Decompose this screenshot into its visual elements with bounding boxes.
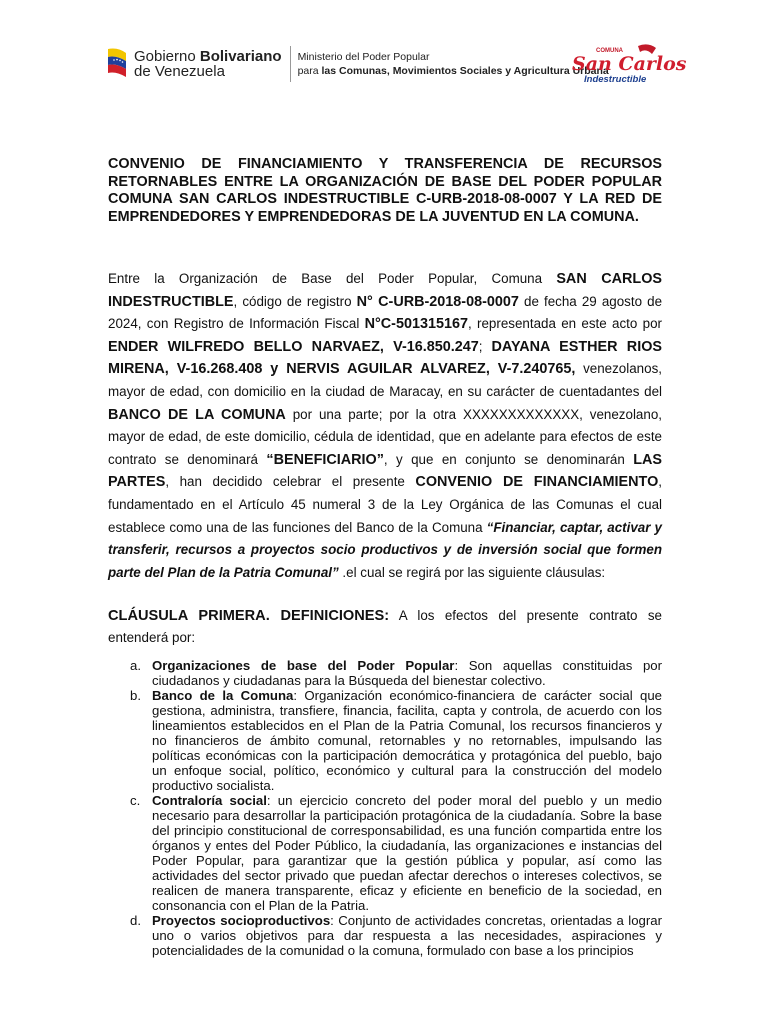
para-seg-15: , y que en conjunto se denominarán	[383, 451, 634, 467]
parties-term: LAS PARTES	[108, 451, 662, 491]
definition-text: : un ejercicio concreto del poder moral del pueblo y un medio necesario para desarrollar la participación protagónica de la ciudadanía. Sobre la base del principio constitucional de corresponsabilidad, es una función compartida entre los órganos y entes del Poder Público, la ciudadanía, las organizaciones e instancias del Poder Popular, para garantizar que la gestión pública y popular, así como las actividades del sector privado que puedan afectar derechos o intereses colectivos, se realicen de manera transparente, eficaz y eficiente en beneficio de la sociedad, en consonancia con el Plan de la Patria.	[152, 793, 662, 913]
agreement-term: CONVENIO DE FINANCIAMIENTO	[415, 474, 659, 491]
definition-text: : Conjunto de actividades concretas, orientadas a lograr uno o varios objetivos para dar respuesta a las necesidades, aspiraciones y potencialidades de la comunidad o la comuna, formulado con base a los principios	[152, 913, 663, 958]
venezuela-flag-icon	[104, 47, 128, 81]
para-seg-19: , fundamentado en el Artículo 45 numeral 3 de la Ley Orgánica de las Comunas el cual establece como una de las funciones del Banco de la Comuna	[108, 474, 662, 535]
government-name	[134, 49, 282, 79]
beneficiary-term: “BENEFICIARIO”	[266, 451, 384, 468]
agreement-paragraph	[108, 268, 662, 584]
list-marker: c.	[130, 793, 141, 808]
ministry-line2-b: las Comunas, Movimientos Sociales y Agricultura Urbana	[321, 65, 609, 77]
definition-text: : Organización económico-financiera de carácter social que gestiona, administra, transfiere, financia, facilita, capta y controla, de acuerdo con los lineamientos establecidos en el Plan de la Patria Comunal, los recursos financieros y no financieros de ámbito comunal, retornables y no retornables, impulsando las políticas económicas con la participación democrática y protagónica del pueblo, bajo un enfoque social, político, económico y cultural para la construcción del modelo productivo socialista.	[152, 688, 662, 793]
definition-term: Banco de la Comuna	[152, 688, 294, 703]
list-marker: b.	[130, 688, 141, 703]
logo-top-text: COMUNA	[596, 48, 623, 54]
list-item	[108, 913, 662, 958]
para-seg-13: por una parte; por la otra XXXXXXXXXXXXX, venezolano, mayor de edad, de este domicilio, cédula de identidad, que en adelante para efectos de este contrato se denominará	[108, 406, 662, 467]
fiscal-id: N°C-501315167	[364, 316, 468, 333]
ministry-name	[298, 50, 609, 78]
clause-first	[108, 605, 662, 649]
representative-1: ENDER WILFREDO BELLO NARVAEZ, V-16.850.247	[108, 338, 479, 355]
para-seg-11: venezolanos, mayor de edad, con domicilio en la ciudad de Maracay, en su carácter de cuentadantes del	[108, 361, 662, 399]
gov-line1-b: Bolivariano	[199, 48, 282, 65]
list-item	[108, 658, 662, 688]
government-header	[104, 44, 609, 84]
bank-name: BANCO DE LA COMUNA	[108, 406, 286, 423]
ministry-line1: Ministerio del Poder Popular	[297, 51, 430, 63]
registry-code: N° C-URB-2018-08-0007	[356, 293, 519, 310]
para-seg-3: , código de registro	[233, 293, 357, 309]
comuna-logo	[570, 40, 687, 90]
para-seg-5: de fecha 29 agosto de 2024, con Registro de Información Fiscal	[108, 293, 663, 332]
para-seg-17: , han decidido celebrar el presente	[165, 474, 416, 490]
gov-line2: de Venezuela	[134, 63, 225, 80]
commune-name: SAN CARLOS INDESTRUCTIBLE	[108, 271, 662, 310]
list-item	[108, 793, 662, 913]
list-marker: d.	[130, 913, 141, 928]
definition-term: Proyectos socioproductivos	[152, 913, 331, 928]
para-seg-1: Entre la Organización de Base del Poder Popular, Comuna	[108, 271, 557, 286]
logo-sub-text: Indestructible	[584, 74, 647, 85]
clause-text: A los efectos del presente contrato se entenderá por:	[108, 608, 663, 645]
ministry-line2-a: para	[297, 65, 322, 77]
para-seg-9: ;	[478, 338, 492, 354]
definition-term: Contraloría social	[152, 793, 267, 808]
definitions-list	[108, 658, 662, 958]
para-seg-7: , representada en este acto por	[467, 316, 662, 332]
definition-term: Organizaciones de base del Poder Popular	[152, 658, 455, 673]
representatives-2-3: DAYANA ESTHER RIOS MIRENA, V-16.268.408 y NERVIS AGUILAR ALVAREZ, V-7.240765,	[108, 338, 662, 378]
logo-main-text: San Carlos	[572, 53, 687, 75]
header-divider	[290, 46, 291, 82]
document-title: CONVENIO DE FINANCIAMIENTO Y TRANSFERENCIA DE RECURSOS RETORNABLES ENTRE LA ORGANIZACIÓN DE BASE DEL PODER POPULAR COMUNA SAN CARLOS INDESTRUCTIBLE C-URB-2018-08-0007 Y LA RED DE EMPRENDEDORES Y EMPRENDEDORAS DE LA JUVENTUD EN LA COMUNA.	[108, 156, 662, 225]
list-item	[108, 688, 662, 793]
para-seg-21: .el cual se regirá por las siguiente cláusulas:	[338, 564, 606, 580]
law-quote: “Financiar, captar, activar y transferir, recursos a proyectos socio productivos y de inversión social que formen parte del Plan de la Patria Comunal”	[108, 519, 662, 580]
list-marker: a.	[130, 658, 141, 673]
definition-text: : Son aquellas constituidas por ciudadanos y ciudadanas para la Búsqueda del bienestar colectivo.	[152, 658, 662, 688]
gov-line1-a: Gobierno	[134, 48, 200, 65]
clause-heading: CLÁUSULA PRIMERA. DEFINICIONES:	[108, 608, 390, 624]
